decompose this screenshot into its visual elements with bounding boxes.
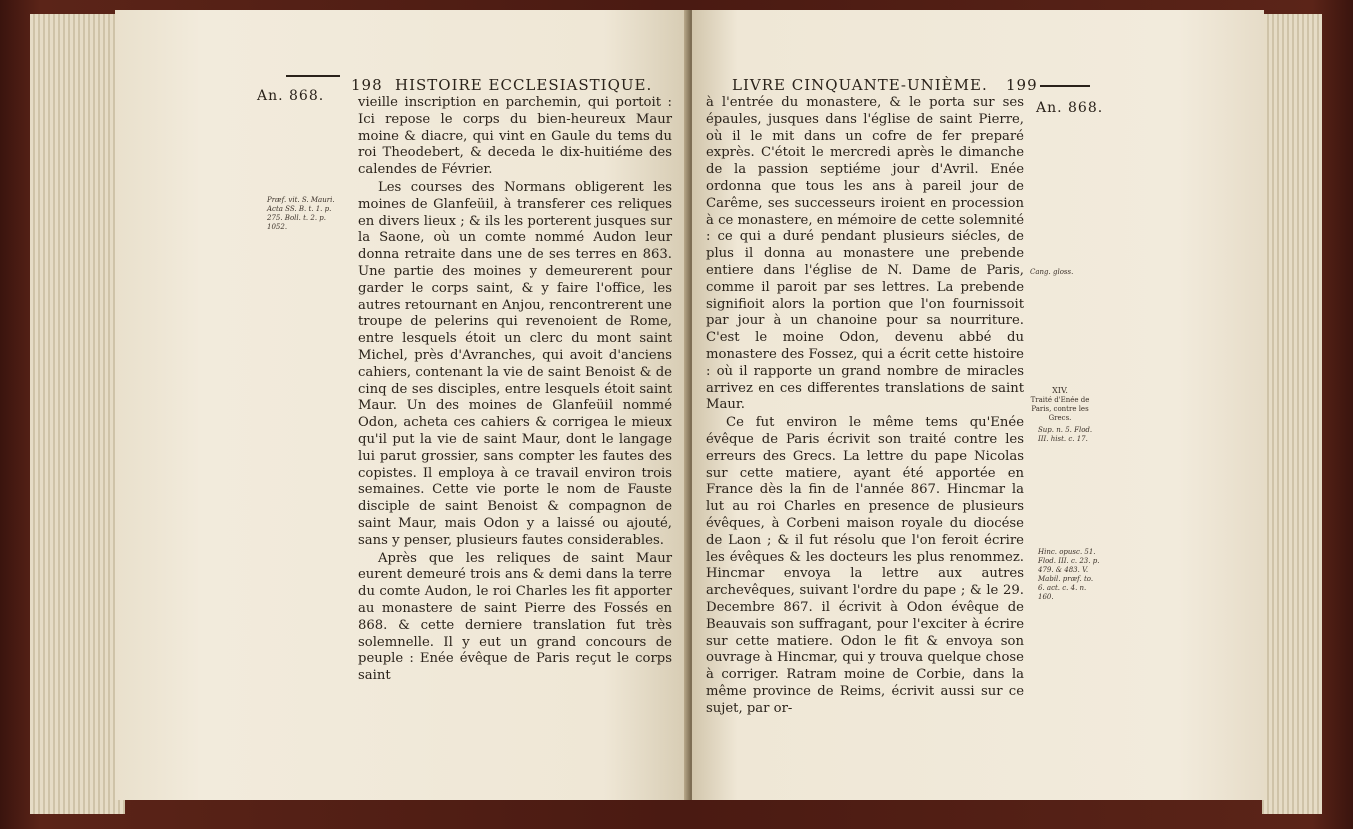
page-edges-right bbox=[1262, 14, 1322, 814]
running-title: LIVRE CINQUANTE-UNIÈME. bbox=[732, 76, 988, 94]
section-number: XIV. bbox=[1052, 386, 1068, 395]
margin-note: Hinc. opusc. 51. Flod. III. c. 23. p. 479. & 483. V. Mabil. præf. to. 6. act. c. 4. n. 160. bbox=[1038, 548, 1100, 601]
paragraph: Les courses des Normans obligerent les moines de Glanfeüil, à transferer ces reliques en divers lieux ; & ils les porterent jusques sur la Saone, où un comte nommé Audon leur donna retraite dans une de ses terres en 863. Une partie des moines y demeurerent pour garder le corps saint, & y faire l'office, les autres retournant en Anjou, rencontrerent une troupe de pelerins qui revenoient de Rome, entre lesquels étoit un clerc du mont saint Michel, près d'Avranches, qui avoit d'anciens cahiers, contenant la vie de saint Benoist & de cinq de ses disciples, entre lesquels étoit saint Maur. Un des moines de Glanfeüil nommé Odon, acheta ces cahiers & corrigea le mieux qu'il put la vie de saint Maur, dont le langage lui parut grossier, sans compter les fautes des copistes. Il employa à ce travail environ trois semaines. Cette vie porte le nom de Fauste disciple de saint Benoist & compagnon de saint Maur, mais Odon y a laissé ou ajouté, sans y penser, plusieurs fautes considerables. bbox=[358, 179, 672, 548]
running-title: HISTOIRE ECCLESIASTIQUE. bbox=[395, 76, 653, 94]
left-page bbox=[115, 10, 690, 800]
year-rule bbox=[286, 75, 340, 77]
section-title: Traité d'Enée de Paris, contre les Grecs. bbox=[1030, 396, 1090, 422]
page-edges-left bbox=[30, 14, 125, 814]
text-block bbox=[706, 95, 1024, 717]
paragraph: Ce fut environ le même tems qu'Enée évêque de Paris écrivit son traité contre les erreurs des Grecs. La lettre du pape Nicolas sur cette matiere, ayant été apportée en France dès la fin de l'année 867. Hincmar la lut au roi Charles en presence de plusieurs évêques, à Corbeni maison royale du diocése de Laon ; & il fut résolu que l'on feroit écrire les évêques & les docteurs les plus renommez. Hincmar envoya la lettre aux autres archevêques, suivant l'ordre du pape ; & le 29. Decembre 867. il écrivit à Odon évêque de Beauvais son suffragant, pour l'exciter à écrire sur cette matiere. Odon le fit & envoya son ouvrage à Hincmar, qui y trouva quelque chose à corriger. Ratram moine de Corbie, dans la même province de Reims, écrivit aussi sur ce sujet, par or- bbox=[706, 415, 1024, 716]
right-page bbox=[692, 10, 1264, 800]
text-block bbox=[358, 95, 672, 685]
paragraph: à l'entrée du monastere, & le porta sur ses épaules, jusques dans l'église de saint Pierre, où il le mit dans un cofre de fer preparé exprès. C'étoit le mercredi après le dimanche de la passion septiéme jour d'Avril. Enée ordonna que tous les ans à pareil jour de Carême, ses successeurs iroient en procession à ce monastere, en mémoire de cette solemnité : ce qui a duré pendant plusieurs siécles, de plus il donna au monastere une prebende entiere dans l'église de N. Dame de Paris, comme il paroit par ses lettres. La prebende signifioit alors la portion que l'on fournissoit par jour à un chanoine pour sa nourriture. C'est le moine Odon, devenu abbé du monastere des Fossez, qui a écrit cette histoire : où il rapporte un grand nombre de miracles arrivez en ces differentes translations de saint Maur. bbox=[706, 95, 1024, 413]
margin-note: Præf. vit. S. Mauri. Acta SS. B. t. 1. p. 275. Boll. t. 2. p. 1052. bbox=[267, 196, 335, 231]
year-mark: An. 868. bbox=[1036, 100, 1104, 116]
paragraph: vieille inscription en parchemin, qui portoit : Ici repose le corps du bien-heureux Maur moine & diacre, qui vint en Gaule du tems du roi Theodebert, & deceda le dix-huitiéme des calendes de Février. bbox=[358, 95, 672, 178]
year-mark: An. 868. bbox=[257, 88, 325, 104]
page-number: 199 bbox=[1006, 76, 1038, 94]
page-number: 198 bbox=[351, 76, 383, 94]
year-rule bbox=[1040, 85, 1090, 87]
margin-note: Sup. n. 5. Flod. III. hist. c. 17. bbox=[1038, 426, 1093, 443]
paragraph: Après que les reliques de saint Maur eurent demeuré trois ans & demi dans la terre du comte Audon, le roi Charles les fit apporter au monastere de saint Pierre des Fossés en 868. & cette derniere translation fut très solemnelle. Il y eut un grand concours de peuple : Enée évêque de Paris reçut le corps saint bbox=[358, 550, 672, 684]
margin-note: Cang. gloss. bbox=[1030, 268, 1074, 276]
